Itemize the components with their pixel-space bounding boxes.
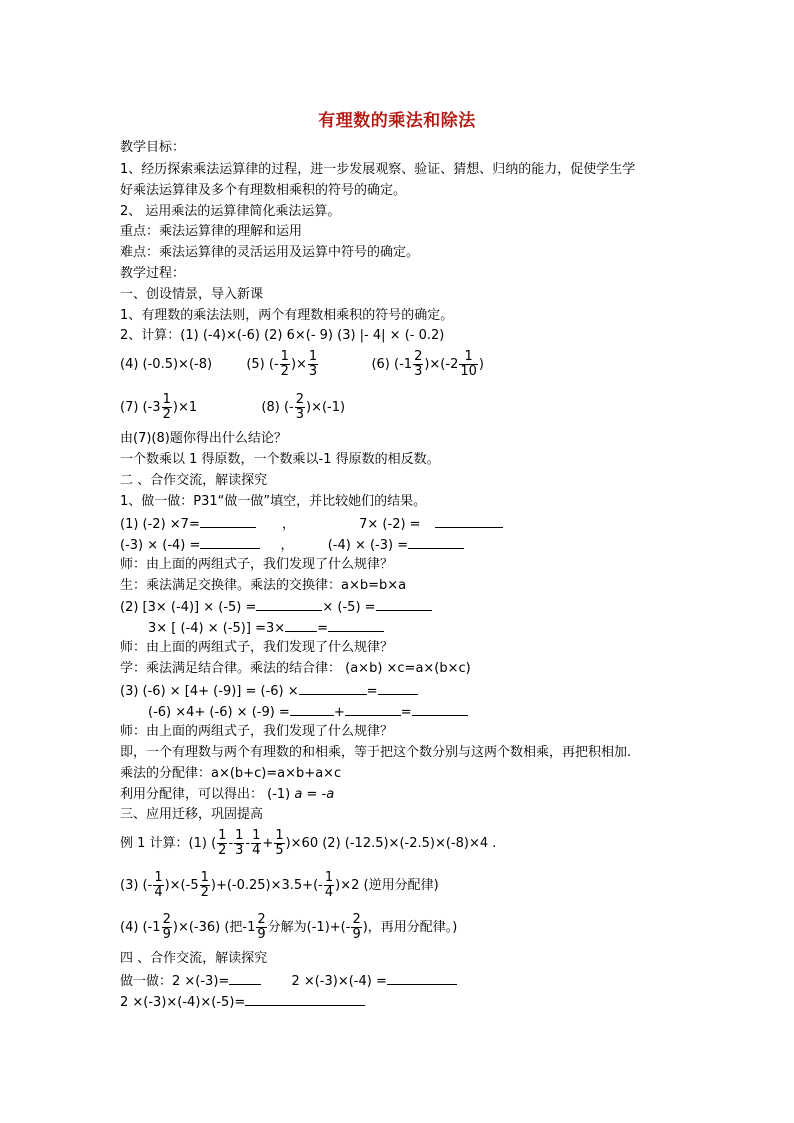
distributive-law: 乘法的分配律：a×(b+c)=a×b+a×c	[120, 766, 342, 781]
goals-heading: 教学目标：	[120, 140, 186, 155]
answer-78: 一个数乘以 1 得原数，一个数乘以-1 得原数的相反数。	[120, 452, 440, 467]
calc-6-start: (6) (-1	[371, 357, 413, 372]
key-point: 重点：乘法运算律的理解和运用	[120, 224, 303, 239]
plus: +	[262, 836, 274, 851]
calc-line-2	[120, 349, 484, 381]
difficult-point: 难点：乘法运算律的灵活运用及运算中符号的确定。	[120, 245, 420, 260]
question-78: 由(7)(8)题你得出什么结论？	[120, 431, 287, 446]
minus: -	[245, 836, 251, 851]
section-3-heading: 三、应用迁移，巩固提高	[120, 807, 264, 822]
exercise-line-2	[120, 536, 464, 554]
example-1-end: )×60 (2) (-12.5)×(-2.5)×(-8)×4 .	[285, 836, 497, 851]
calc-6-end: )	[478, 357, 484, 372]
exercise-3a: (2) [3× (-4)] × (-5) =	[120, 600, 257, 615]
section-2-heading: 二 、合作交流，解读探究	[120, 473, 268, 488]
example-3-c: )+(-0.25)×3.5+(-	[210, 878, 323, 893]
exercise-line-4	[148, 619, 384, 637]
process-heading: 教学过程：	[120, 266, 186, 281]
goal-1-line-b: 好乘法运算律及多个有理数相乘积的符号的确定。	[120, 183, 407, 198]
use-text: 利用分配律，可以得出： (-1)	[120, 787, 295, 802]
student-a2: 学：乘法满足结合律。乘法的结合律： (a×b) ×c=a×(b×c)	[120, 661, 471, 676]
example-4-c: 分解为(-1)+(-	[267, 920, 351, 935]
answer-blank[interactable]	[200, 536, 260, 549]
fraction: $\frac{1}{3}$	[235, 828, 244, 858]
var-a: a	[326, 787, 335, 802]
use-eq: = -	[302, 787, 327, 802]
exercise-3b: × (-5) =	[322, 600, 376, 615]
exercise-2a: (-3) × (-4) =	[120, 538, 201, 553]
example-1-start: 例 1 计算：(1) (	[120, 836, 217, 851]
answer-blank[interactable]	[435, 515, 503, 528]
section-1-item-1: 1、有理数的乘法法则，两个有理数相乘积的符号的确定。	[120, 308, 454, 323]
answer-blank[interactable]	[285, 619, 317, 632]
page-title: 有理数的乘法和除法	[318, 111, 476, 131]
example-4-b: )×(-36) (把-1	[172, 920, 256, 935]
exercise-line-5	[120, 682, 418, 700]
try-1b: 2 ×(-3)×(-4) =	[291, 974, 387, 989]
fraction: $\frac{1}{4}$	[324, 870, 334, 900]
comma: ，	[281, 517, 295, 532]
fraction: $\frac{1}{2}$	[200, 870, 209, 900]
fraction: $\frac{1}{3}$	[308, 349, 318, 379]
exercise-4a: 3× [ (-4) × (-5)] =3×	[148, 621, 286, 636]
section-2-item-1: 1、做一做：P31“做一做”填空，并比较她们的结果。	[120, 494, 427, 509]
fraction: $\frac{2}{3}$	[414, 349, 423, 379]
exercise-1a: (1) (-2) ×7=	[120, 517, 200, 532]
calc-line-1: 2、计算：(1) (-4)×(-6) (2) 6×(- 9) (3) |- 4| × (- 0.2)	[120, 328, 445, 343]
calc-5-start: (5) (-	[246, 357, 279, 372]
fraction: $\frac{1}{10}$	[460, 349, 477, 379]
answer-blank[interactable]	[229, 972, 261, 985]
answer-blank[interactable]	[378, 682, 418, 695]
goal-1-line-a: 1、经历探索乘法运算律的过程，进一步发展观察、验证、猜想、归纳的能力，促使学生学	[120, 162, 636, 177]
exercise-1c: 7× (-2) =	[359, 517, 421, 532]
teacher-q3: 师：由上面的两组式子，我们发现了什么规律？	[120, 724, 394, 739]
comma: ，	[280, 538, 294, 553]
fraction: $\frac{2}{3}$	[295, 392, 304, 422]
exercise-6c: =	[400, 705, 412, 720]
try-1a: 做一做：2 ×(-3)=	[120, 974, 230, 989]
section-4-heading: 四 、合作交流，解读探究	[120, 951, 268, 966]
example-4-start: (4) (-1	[120, 920, 161, 935]
goal-2: 2、 运用乘法的运算律简化乘法运算。	[120, 204, 341, 219]
example-3-start: (3) (-	[120, 878, 153, 893]
example-4-end: )，再用分配律。)	[362, 920, 458, 935]
example-1-line-4	[120, 912, 457, 944]
calc-7-start: (7) (-3	[120, 400, 161, 415]
try-2: 2 ×(-3)×(-4)×(-5)=	[120, 995, 246, 1010]
answer-blank[interactable]	[245, 993, 365, 1006]
answer-blank[interactable]	[376, 598, 432, 611]
exercise-6b: +	[333, 705, 345, 720]
fraction: $\frac{1}{4}$	[154, 870, 163, 900]
fraction: $\frac{1}{2}$	[162, 392, 171, 422]
answer-blank[interactable]	[299, 682, 367, 695]
answer-blank[interactable]	[328, 619, 384, 632]
try-line-2	[120, 993, 365, 1011]
exercise-line-3	[120, 598, 432, 616]
distributive-use	[120, 787, 334, 803]
answer-blank[interactable]	[387, 972, 457, 985]
example-3-b: )×(-5	[164, 878, 199, 893]
calc-5-mid: )×	[290, 357, 307, 372]
exercise-5a: (3) (-6) × [4+ (-9)] = (-6) ×	[120, 684, 299, 699]
calc-line-3	[120, 392, 345, 424]
exercise-line-6	[148, 703, 468, 721]
teacher-q2: 师：由上面的两组式子，我们发现了什么规律？	[120, 640, 394, 655]
fraction: $\frac{1}{2}$	[218, 828, 227, 858]
exercise-4b: =	[317, 621, 329, 636]
example-1-line-3	[120, 870, 439, 902]
distributive-statement: 即，一个有理数与两个有理数的和相乘，等于把这个数分别与这两个数相乘，再把积相加.	[120, 745, 632, 760]
calc-4: (4) (-0.5)×(-8)	[120, 357, 213, 372]
calc-8-end: )×(-1)	[306, 400, 346, 415]
student-a1: 生：乘法满足交换律。乘法的交换律：a×b=b×a	[120, 578, 407, 593]
var-a: a	[294, 787, 303, 802]
answer-blank[interactable]	[345, 703, 401, 716]
answer-blank[interactable]	[256, 598, 322, 611]
fraction: $\frac{2}{9}$	[162, 912, 171, 942]
calc-6-mid: )×(-2	[424, 357, 459, 372]
fraction: $\frac{1}{4}$	[252, 828, 261, 858]
answer-blank[interactable]	[290, 703, 334, 716]
calc-8-start: (8) (-	[261, 400, 294, 415]
example-1-line-1	[120, 828, 496, 860]
fraction: $\frac{1}{5}$	[275, 828, 284, 858]
calc-7-end: )×1	[172, 400, 198, 415]
exercise-5b: =	[366, 684, 378, 699]
fraction: $\frac{2}{9}$	[352, 912, 361, 942]
answer-blank[interactable]	[200, 515, 256, 528]
exercise-line-1	[120, 515, 503, 533]
exercise-6a: (-6) ×4+ (-6) × (-9) =	[148, 705, 290, 720]
example-3-end: )×2 (逆用分配律)	[335, 878, 439, 893]
fraction: $\frac{1}{2}$	[280, 349, 289, 379]
try-line-1	[120, 972, 457, 990]
section-1-heading: 一、创设情景，导入新课	[120, 287, 264, 302]
minus: -	[228, 836, 234, 851]
exercise-2c: (-4) × (-3) =	[327, 538, 409, 553]
fraction: $\frac{2}{9}$	[257, 912, 266, 942]
answer-blank[interactable]	[408, 536, 464, 549]
teacher-q1: 师：由上面的两组式子，我们发现了什么规律？	[120, 557, 394, 572]
answer-blank[interactable]	[412, 703, 468, 716]
